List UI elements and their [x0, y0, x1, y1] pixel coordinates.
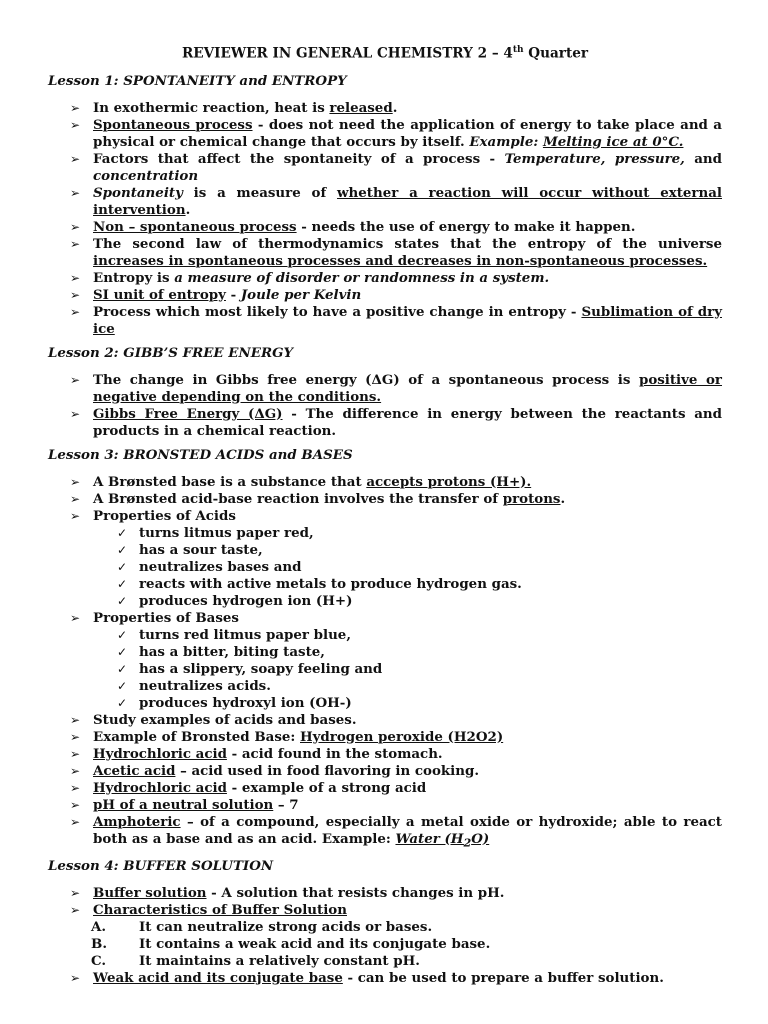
list-item: ➢ A Brønsted acid-base reaction involves the transfer of protons. [48, 491, 722, 508]
check-item: ✓ has a slippery, soapy feeling and [93, 661, 722, 678]
lettered-item: C. It maintains a relatively constant pH. [91, 953, 420, 970]
check-item: ✓ reacts with active metals to produce hydrogen gas. [93, 576, 722, 593]
list-item: ➢ Study examples of acids and bases. [48, 712, 722, 729]
list-item: ➢ Gibbs Free Energy (ΔG) - The difference in energy between the reactants and products in a chemical reaction. [48, 406, 722, 440]
list-item: ➢ Buffer solution - A solution that resists changes in pH. [48, 885, 722, 902]
list-item: ➢ Process which most likely to have a positive change in entropy - Sublimation of dry ice [48, 304, 722, 338]
check-item: ✓ has a bitter, biting taste, [93, 644, 722, 661]
lettered-item: A. It can neutralize strong acids or bases. [91, 919, 433, 936]
list-item: ➢ Factors that affect the spontaneity of a process - Temperature, pressure, and concentration [48, 151, 722, 185]
list-item: ➢ Characteristics of Buffer Solution A. It can neutralize strong acids or bases. B. It contains a weak acid and its conjugate base. C. It maintains a relatively constant pH. [48, 902, 722, 970]
list-item: ➢ Properties of Acids ✓ turns litmus paper red, ✓ has a sour taste, ✓ neutralizes bases and ✓ reacts with active metals to produce hydrogen gas. ✓ produces hydrogen ion (H+) [48, 508, 722, 610]
list-item: ➢ Acetic acid – acid used in food flavoring in cooking. [48, 763, 722, 780]
list-item: ➢ Properties of Bases ✓ turns red litmus paper blue, ✓ has a bitter, biting taste, ✓ has a slippery, soapy feeling and ✓ neutralizes acids. ✓ produces hydroxyl ion (OH-) [48, 610, 722, 712]
list-item: ➢ In exothermic reaction, heat is released. [48, 100, 722, 117]
list-item: ➢ Non – spontaneous process - needs the use of energy to make it happen. [48, 219, 722, 236]
lesson-1-list [48, 100, 722, 338]
lettered-item: B. It contains a weak acid and its conjugate base. [91, 936, 491, 953]
list-item: ➢ Spontaneity is a measure of whether a reaction will occur without external intervention. [48, 185, 722, 219]
list-item: ➢ Hydrochloric acid - example of a strong acid [48, 780, 722, 797]
lesson-2-list [48, 372, 722, 440]
list-item: ➢ Amphoteric – of a compound, especially a metal oxide or hydroxide; able to react both as a base and as an acid. Example: Water $(H_2O)$ [48, 814, 722, 852]
lesson-3-heading: Lesson 3: BRONSTED ACIDS and BASES [48, 446, 353, 463]
check-item: ✓ produces hydroxyl ion (OH-) [93, 695, 722, 712]
list-item: ➢ The second law of thermodynamics states that the entropy of the universe increases in spontaneous processes and decreases in non-spontaneous processes. [48, 236, 722, 270]
lesson-3-list [48, 474, 722, 852]
check-item: ✓ produces hydrogen ion (H+) [93, 593, 722, 610]
list-item: ➢ SI unit of entropy - Joule per Kelvin [48, 287, 722, 304]
base-properties-list [93, 627, 722, 712]
lesson-4-heading: Lesson 4: BUFFER SOLUTION [48, 858, 274, 875]
lesson-2-heading: Lesson 2: GIBB’S FREE ENERGY [48, 344, 294, 361]
check-item: ✓ neutralizes acids. [93, 678, 722, 695]
lesson-4-list [48, 885, 722, 987]
acid-properties-list [93, 525, 722, 610]
check-item: ✓ turns litmus paper red, [93, 525, 722, 542]
list-item: ➢ A Brønsted base is a substance that accepts protons (H+). [48, 474, 722, 491]
list-item: ➢ Hydrochloric acid - acid found in the stomach. [48, 746, 722, 763]
buffer-characteristics-list [48, 919, 722, 970]
document-title: REVIEWER IN GENERAL CHEMISTRY 2 – 4th Quarter [181, 45, 589, 62]
list-item: ➢ Example of Bronsted Base: Hydrogen peroxide (H2O2) [48, 729, 722, 746]
check-item: ✓ turns red litmus paper blue, [93, 627, 722, 644]
list-item: ➢ Spontaneous process - does not need the application of energy to take place and a physical or chemical change that occurs by itself. Example: Melting ice at 0°C. [48, 117, 722, 151]
list-item: ➢ pH of a neutral solution – 7 [48, 797, 722, 814]
check-item: ✓ has a sour taste, [93, 542, 722, 559]
lesson-1-heading: Lesson 1: SPONTANEITY and ENTROPY [48, 72, 347, 89]
list-item: ➢ Weak acid and its conjugate base - can be used to prepare a buffer solution. [48, 970, 722, 987]
list-item: ➢ Entropy is a measure of disorder or randomness in a system. [48, 270, 722, 287]
check-item: ✓ neutralizes bases and [93, 559, 722, 576]
list-item: ➢ The change in Gibbs free energy (ΔG) of a spontaneous process is positive or negative depending on the conditions. [48, 372, 722, 406]
